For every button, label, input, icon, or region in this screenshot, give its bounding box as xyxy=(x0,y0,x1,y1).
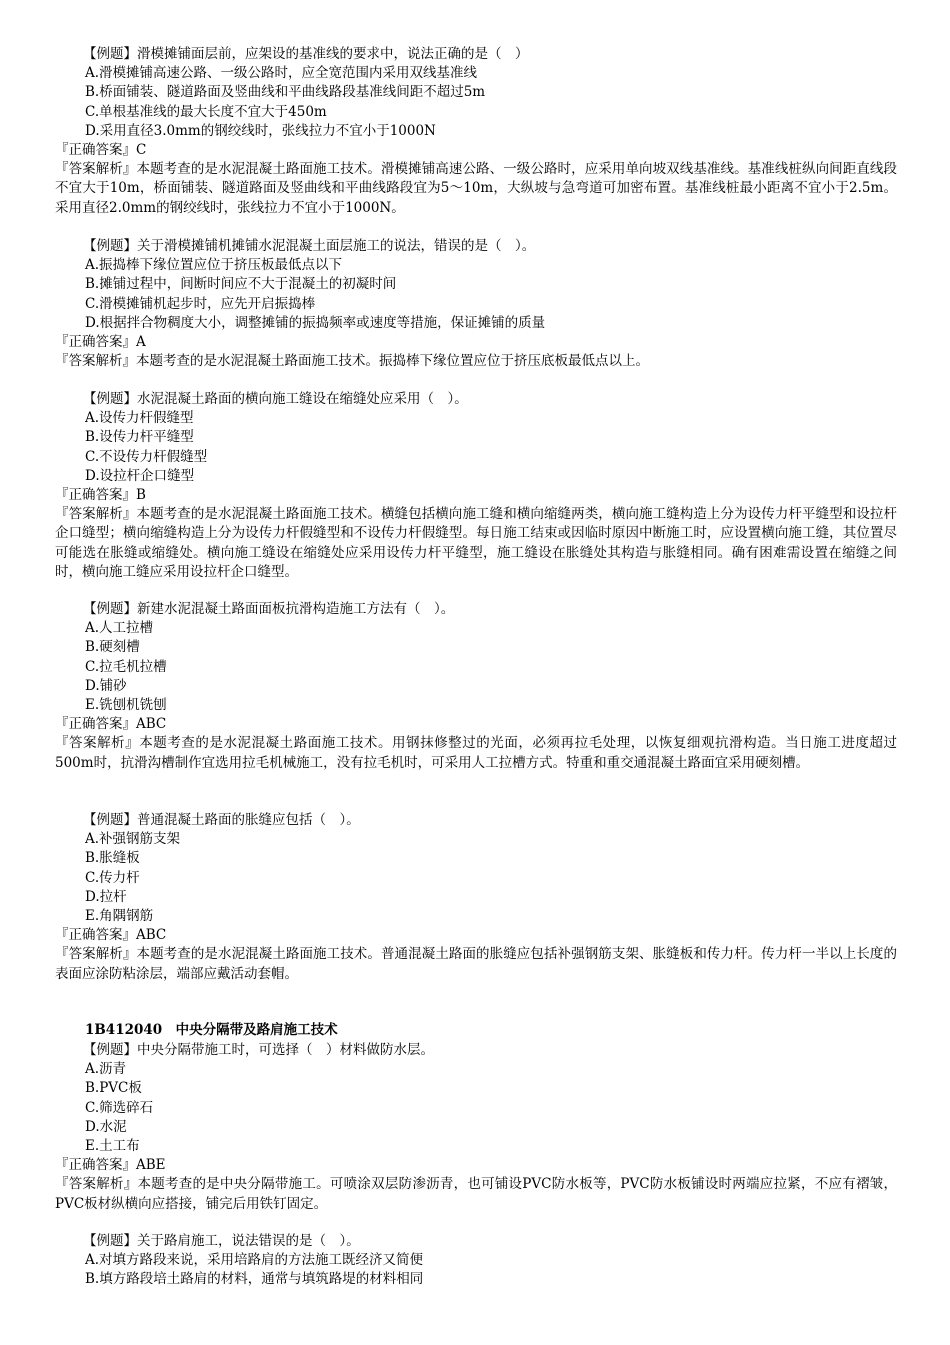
option-d: D.设拉杆企口缝型 xyxy=(85,467,195,484)
question-7 xyxy=(55,1232,897,1290)
correct-answer: 『正确答案』C xyxy=(55,141,147,158)
option-c: C.不设传力杆假缝型 xyxy=(85,448,208,465)
option-c: C.单根基准线的最大长度不宜大于450m xyxy=(85,103,327,120)
answer-explanation: 『答案解析』本题考查的是中央分隔带施工。可喷涂双层防渗沥青，也可铺设PVC防水板等，PVC防水板铺设时两端应拉紧，不应有褶皱，PVC板材纵横向应搭接，铺完后用铁钉固定。 xyxy=(55,1176,897,1212)
option-a: A.滑模摊铺高速公路、一级公路时，应全宽范围内采用双线基准线 xyxy=(85,65,478,82)
option-d: D.拉杆 xyxy=(85,888,127,905)
question-3 xyxy=(55,390,897,582)
correct-answer: 『正确答案』ABE xyxy=(55,1157,166,1174)
section-title: 1B412040 中央分隔带及路肩施工技术 xyxy=(85,1022,338,1038)
correct-answer: 『正确答案』ABC xyxy=(55,927,167,944)
question-stem: 【例题】关于滑模摊铺机摊铺水泥混凝土面层施工的说法，错误的是（ ）。 xyxy=(83,238,536,254)
option-e: E.角隅钢筋 xyxy=(85,907,154,924)
option-b: B.PVC板 xyxy=(85,1080,142,1097)
option-d: D.采用直径3.0mm的钢绞线时，张线拉力不宜小于1000N xyxy=(85,122,436,139)
option-d: D.铺砂 xyxy=(85,677,127,694)
question-1 xyxy=(55,45,897,218)
option-a: A.补强钢筋支架 xyxy=(85,831,181,848)
answer-explanation: 『答案解析』本题考查的是水泥混凝土路面施工技术。横缝包括横向施工缝和横向缩缝两类，横向施工缝构造上分为设传力杆平缝型和设拉杆企口缝型；横向缩缝构造上分为设传力杆假缝型和不设传力杆假缝型。每日施工结束或因临时原因中断施工时，应设置横向施工缝，其位置尽可能选在胀缝或缩缝处。横向施工缝设在缩缝处应采用设传力杆平缝型，施工缝设在胀缝处其构造与胀缝相同。确有困难需设置在缩缝之间时，横向施工缝应采用设拉杆企口缝型。 xyxy=(55,506,897,580)
option-c: C.滑模摊铺机起步时，应先开启振捣棒 xyxy=(85,295,316,312)
option-e: E.铣刨机铣刨 xyxy=(85,696,167,713)
option-a: A.振捣棒下缘位置应位于挤压板最低点以下 xyxy=(85,257,343,274)
correct-answer: 『正确答案』ABC xyxy=(55,716,167,733)
option-a: A.人工拉槽 xyxy=(85,620,154,637)
option-c: C.传力杆 xyxy=(85,869,140,886)
option-d: D.根据拌合物稠度大小，调整摊铺的振捣频率或速度等措施，保证摊铺的质量 xyxy=(85,314,546,331)
option-b: B.胀缝板 xyxy=(85,850,140,867)
question-stem: 【例题】普通混凝土路面的胀缝应包括（ ）。 xyxy=(83,812,360,828)
option-d: D.水泥 xyxy=(85,1118,127,1135)
question-6 xyxy=(55,1041,897,1214)
question-stem: 【例题】水泥混凝土路面的横向施工缝设在缩缝处应采用（ ）。 xyxy=(83,391,468,407)
question-stem: 【例题】滑模摊铺面层前，应架设的基准线的要求中，说法正确的是（ ） xyxy=(83,46,529,62)
option-b: B.设传力杆平缝型 xyxy=(85,429,194,446)
answer-explanation: 『答案解析』本题考查的是水泥混凝土路面施工技术。用钢抹修整过的光面，必须再拉毛处理，以恢复细观抗滑构造。当日施工进度超过500m时，抗滑沟槽制作宜选用拉毛机械施工，没有拉毛机时，可采用人工拉槽方式。特重和重交通混凝土路面宜采用硬刻槽。 xyxy=(55,735,897,771)
question-4 xyxy=(55,600,897,773)
option-b: B.硬刻槽 xyxy=(85,639,140,656)
question-2 xyxy=(55,237,897,371)
correct-answer: 『正确答案』A xyxy=(55,333,146,350)
option-b: B.填方路段培土路肩的材料，通常与填筑路堤的材料相同 xyxy=(85,1271,424,1288)
question-stem: 【例题】关于路肩施工，说法错误的是（ ）。 xyxy=(83,1233,360,1249)
option-b: B.摊铺过程中，间断时间应不大于混凝土的初凝时间 xyxy=(85,276,397,293)
question-5 xyxy=(55,811,897,984)
option-a: A.对填方路段来说，采用培路肩的方法施工既经济又简便 xyxy=(85,1252,424,1269)
option-c: C.拉毛机拉槽 xyxy=(85,658,167,675)
question-stem: 【例题】中央分隔带施工时，可选择（ ）材料做防水层。 xyxy=(83,1042,434,1058)
section-heading xyxy=(55,1021,897,1040)
option-c: C.筛选碎石 xyxy=(85,1099,154,1116)
correct-answer: 『正确答案』B xyxy=(55,486,146,503)
option-e: E.土工布 xyxy=(85,1137,140,1154)
answer-explanation: 『答案解析』本题考查的是水泥混凝土路面施工技术。滑模摊铺高速公路、一级公路时，应采用单向坡双线基准线。基准线桩纵向间距直线段不宜大于10m，桥面铺装、隧道路面及竖曲线和平曲线路段宜为5～10m，大纵坡与急弯道可加密布置。基准线桩最小距离不宜小于2.5m。采用直径2.0mm的钢绞线时，张线拉力不宜小于1000N。 xyxy=(55,161,897,216)
answer-explanation: 『答案解析』本题考查的是水泥混凝土路面施工技术。振捣棒下缘位置应位于挤压底板最低点以上。 xyxy=(55,353,649,370)
option-a: A.设传力杆假缝型 xyxy=(85,410,194,427)
question-stem: 【例题】新建水泥混凝土路面面板抗滑构造施工方法有（ ）。 xyxy=(83,601,455,617)
answer-explanation: 『答案解析』本题考查的是水泥混凝土路面施工技术。普通混凝土路面的胀缝应包括补强钢筋支架、胀缝板和传力杆。传力杆一半以上长度的表面应涂防粘涂层，端部应戴活动套帽。 xyxy=(55,946,897,982)
option-a: A.沥青 xyxy=(85,1061,127,1078)
option-b: B.桥面铺装、隧道路面及竖曲线和平曲线路段基准线间距不超过5m xyxy=(85,84,486,101)
